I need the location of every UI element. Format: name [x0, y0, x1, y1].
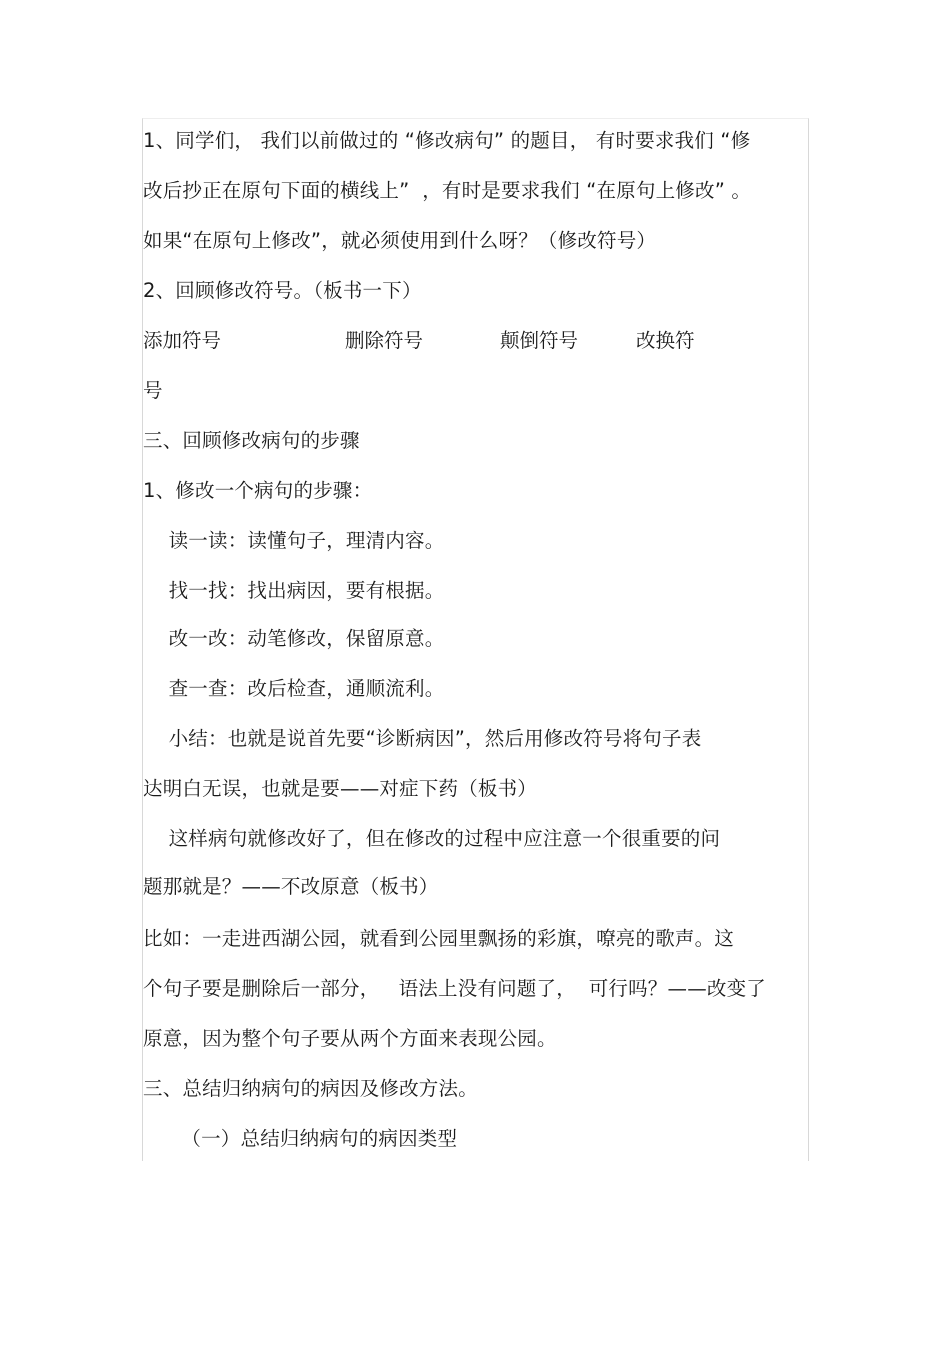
text-line: 1、修改一个病句的步骤：: [143, 479, 373, 502]
text-line: 个句子要是删除后一部分， 语法上没有问题了， 可行吗？——改变了: [143, 977, 766, 1000]
text-line: 这样病句就修改好了，但在修改的过程中应注意一个很重要的问: [143, 827, 721, 850]
step-item: 读一读：读懂句子，理清内容。: [143, 529, 445, 552]
symbol-reverse: 颠倒符号: [500, 329, 579, 352]
text-line: 改后抄正在原句下面的横线上” ，有时是要求我们 “在原句上修改” 。: [143, 179, 752, 202]
symbol-delete: 删除符号: [345, 329, 424, 352]
text-line: 小结：也就是说首先要“诊断病因”，然后用修改符号将句子表: [143, 727, 702, 750]
text-line: 题那就是？——不改原意（板书）: [143, 875, 439, 898]
text-line: 号: [143, 379, 163, 402]
step-item: 找一找：找出病因，要有根据。: [143, 579, 445, 602]
step-item: 查一查：改后检查，通顺流利。: [143, 677, 445, 700]
subsection-heading: （一）总结归纳病句的病因类型: [143, 1127, 458, 1150]
text-line: 如果“在原句上修改”，就必须使用到什么呀？（修改符号）: [143, 229, 657, 252]
text-line: 原意，因为整个句子要从两个方面来表现公园。: [143, 1027, 557, 1050]
text-line: 2、回顾修改符号。（板书一下）: [143, 279, 422, 302]
step-item: 改一改：动笔修改，保留原意。: [143, 627, 445, 650]
symbol-replace: 改换符: [636, 329, 695, 352]
text-line: 1、同学们， 我们以前做过的 “修改病句” 的题目， 有时要求我们 “修: [143, 129, 751, 152]
section-heading: 三、回顾修改病句的步骤: [143, 429, 360, 452]
text-line: 达明白无误，也就是要——对症下药（板书）: [143, 777, 538, 800]
text-line: 比如：一走进西湖公园，就看到公园里飘扬的彩旗，嘹亮的歌声。这: [143, 927, 735, 950]
symbol-add: 添加符号: [143, 329, 222, 352]
section-heading: 三、总结归纳病句的病因及修改方法。: [143, 1077, 478, 1100]
